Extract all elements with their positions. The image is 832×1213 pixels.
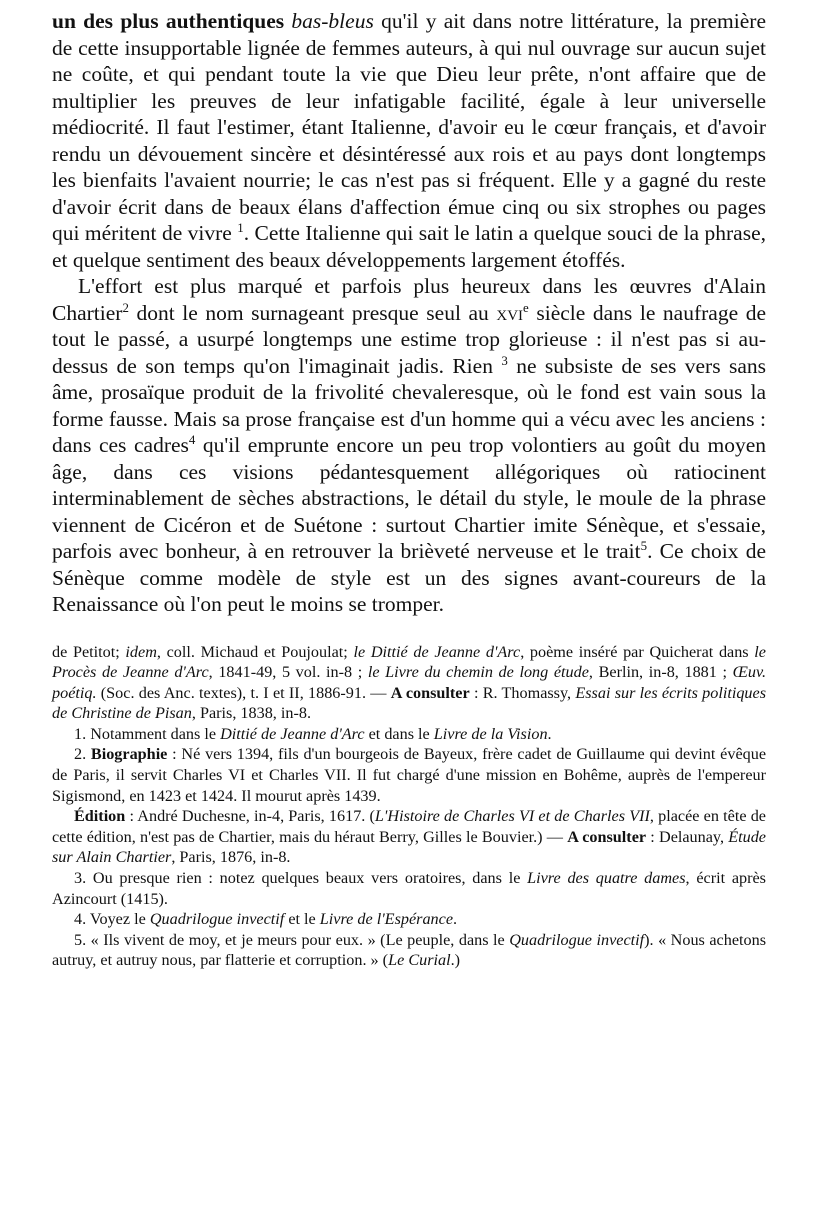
text-run: Œuv. poétiq. [52, 663, 766, 702]
text-run: Essai sur les écrits politiques de Christine de Pisan [52, 683, 767, 723]
text-run: A consulter [567, 827, 647, 846]
footnote-continuation [52, 642, 766, 724]
text-run: Dittié de Jeanne d'Arc [220, 724, 365, 743]
text-run: 5. « Ils vivent de moy, et je meurs pour eux. » (Le peuple, dans le [74, 930, 510, 949]
footnote-ref-5: 5 [640, 538, 648, 553]
text-run: Édition [74, 807, 126, 826]
text-run: : Delaunay, [646, 827, 729, 846]
text-run: Le Curial [388, 951, 451, 970]
text-run: . Cette Italienne qui sait le latin a quelque souci de la phrase, et quelque sentiment des beaux développements largement étoffés. [52, 221, 767, 272]
text-run: , écrit après Azincourt (1415). [52, 869, 766, 908]
footnotes [52, 642, 766, 972]
text-run: Quadrilogue invectif [509, 930, 645, 949]
text-run: de Petitot; [52, 642, 126, 661]
text-run: ne subsiste de ses vers sans âme, prosaïque produit de la frivolité chevaleresque, où le fond est vain sous la forme fausse. Mais sa prose française est d'un homme qui a vécu avec les anciens : dans ces cadres [52, 353, 766, 457]
footnote-ref-3: 3 [501, 353, 508, 368]
text-run: L'effort est plus marqué et parfois plus heureux dans les œuvres d'Alain Chartier [52, 274, 766, 325]
text-run: . Ce choix de Sénèque comme modèle de style est un des signes avant-coureurs de la Renaissance où l'on peut le moins se tromper. [52, 539, 766, 616]
text-run: Biographie [90, 745, 168, 764]
text-run: qu'il y ait dans notre littérature, la première de cette insupportable lignée de femmes auteurs, à qui nul ouvrage sur aucun sujet ne coûte, et qui pendant toute la vie que Dieu leur prête, n'ont affaire que de multiplier les preuves de leur infatigable facilité, égale à leur universelle médiocrité. Il faut l'estimer, étant Italienne, d'avoir eu le cœur français, et d'avoir rendu un dévouement sincère et désintéressé aux rois et au pays dont longtemps les bienfaits l'avaient nourrie; le cas n'est pas si fréquent. Elle y a gagné du reste d'avoir écrit dans de beaux élans d'affection émue cinq ou six strophes ou pages qui méritent de vivre [52, 9, 766, 245]
century-numeral: xvi [496, 300, 524, 325]
text-run: Livre de l'Espérance [319, 910, 454, 929]
footnote-1 [52, 724, 766, 745]
emphasis-bas-bleus: bas-bleus [291, 9, 374, 33]
text-run: le Dittié de Jeanne d'Arc [353, 642, 521, 661]
book-page [52, 8, 766, 971]
text-run: Quadrilogue invectif [149, 910, 285, 929]
text-run: qu'il emprunte encore un peu trop volontiers au goût du moyen âge, dans ces visions pédantesquement allégoriques où ratiocinent interminablement de sèches abstractions, le détail du style, le moule de la phrase viennent de Cicéron et de Suétone : surtout Chartier imite Sénèque, et s'essaie, parfois avec bonheur, à en retrouver la brièveté nerveuse et le trait [52, 433, 766, 563]
text-run: et dans le [364, 724, 434, 743]
main-text [52, 8, 766, 618]
text-run: A consulter [390, 683, 470, 702]
century-suffix: e [523, 300, 529, 315]
text-run: le Livre du chemin de long étude [367, 663, 589, 682]
text-run: idem [125, 642, 157, 661]
footnote-ref-2: 2 [122, 300, 129, 315]
text-run: 3. Ou presque rien : notez quelques beaux vers oratoires, dans le [74, 869, 528, 888]
text-run: : Né vers 1394, fils d'un bourgeois de Bayeux, frère cadet de Guillaume qui devint évêque de Paris, il servit Charles VI et Charles VII. Il fut chargé d'une mission en Bohême, auprès de l'empereur Sigismond, en 1423 et 1424. Il mourut après 1439. [52, 745, 767, 805]
text-run: : André Duchesne, in-4, Paris, 1617. ( [125, 807, 375, 826]
text-run: siècle dans le naufrage de tout le passé, a usurpé longtemps une estime trop glorieuse : il n'est pas si au-dessus de son temps qu'on l'imaginait jadis. Rien [52, 300, 766, 378]
footnote-2-edition [52, 806, 766, 868]
text-run: .) [450, 951, 461, 970]
text-run: dont le nom surnageant presque seul au [128, 300, 497, 325]
text-run: , Paris, 1838, in-8. [191, 704, 311, 723]
text-run: et le [284, 910, 320, 929]
text-run: 1. Notamment dans le [74, 724, 221, 743]
text-run: le Procès de Jeanne d'Arc [52, 642, 766, 682]
footnote-ref-4: 4 [188, 432, 196, 447]
text-run: : R. Thomassy, [469, 683, 576, 702]
text-run: , 1841-49, 5 vol. in-8 ; [208, 663, 368, 682]
text-run: L'Histoire de Charles VI et de Charles VII [374, 807, 650, 826]
footnote-2 [52, 744, 766, 806]
paragraph-chartier [52, 273, 766, 618]
footnote-3 [52, 868, 766, 909]
text-run: . [547, 724, 552, 743]
paragraph-christine [52, 8, 766, 273]
text-run: , coll. Michaud et Poujoulat; [156, 642, 354, 661]
text-run: 2. [74, 745, 91, 764]
text-run: un des plus authentiques [52, 9, 292, 33]
text-run: Étude sur Alain Chartier [52, 827, 766, 867]
text-run: 4. Voyez le [74, 910, 150, 929]
text-run: Livre de la Vision [433, 724, 548, 743]
footnote-5 [52, 930, 766, 971]
footnote-ref-1: 1 [237, 220, 244, 235]
footnote-4 [52, 909, 766, 930]
text-run: , Berlin, in-8, 1881 ; [588, 663, 733, 682]
text-run: . [453, 910, 458, 929]
text-run: ). « Nous achetons autruy, et autruy nous, par flatterie et corruption. » ( [52, 930, 766, 970]
text-run: , Paris, 1876, in-8. [171, 848, 291, 867]
text-run: (Soc. des Anc. textes), t. I et II, 1886-91. — [96, 683, 391, 702]
text-run: Livre des quatre dames [527, 869, 686, 888]
text-run: , poème inséré par Quicherat dans [520, 642, 755, 661]
text-run: , placée en tête de cette édition, n'est pas de Chartier, mais du héraut Berry, Gilles le Bouvier.) — [52, 807, 766, 846]
